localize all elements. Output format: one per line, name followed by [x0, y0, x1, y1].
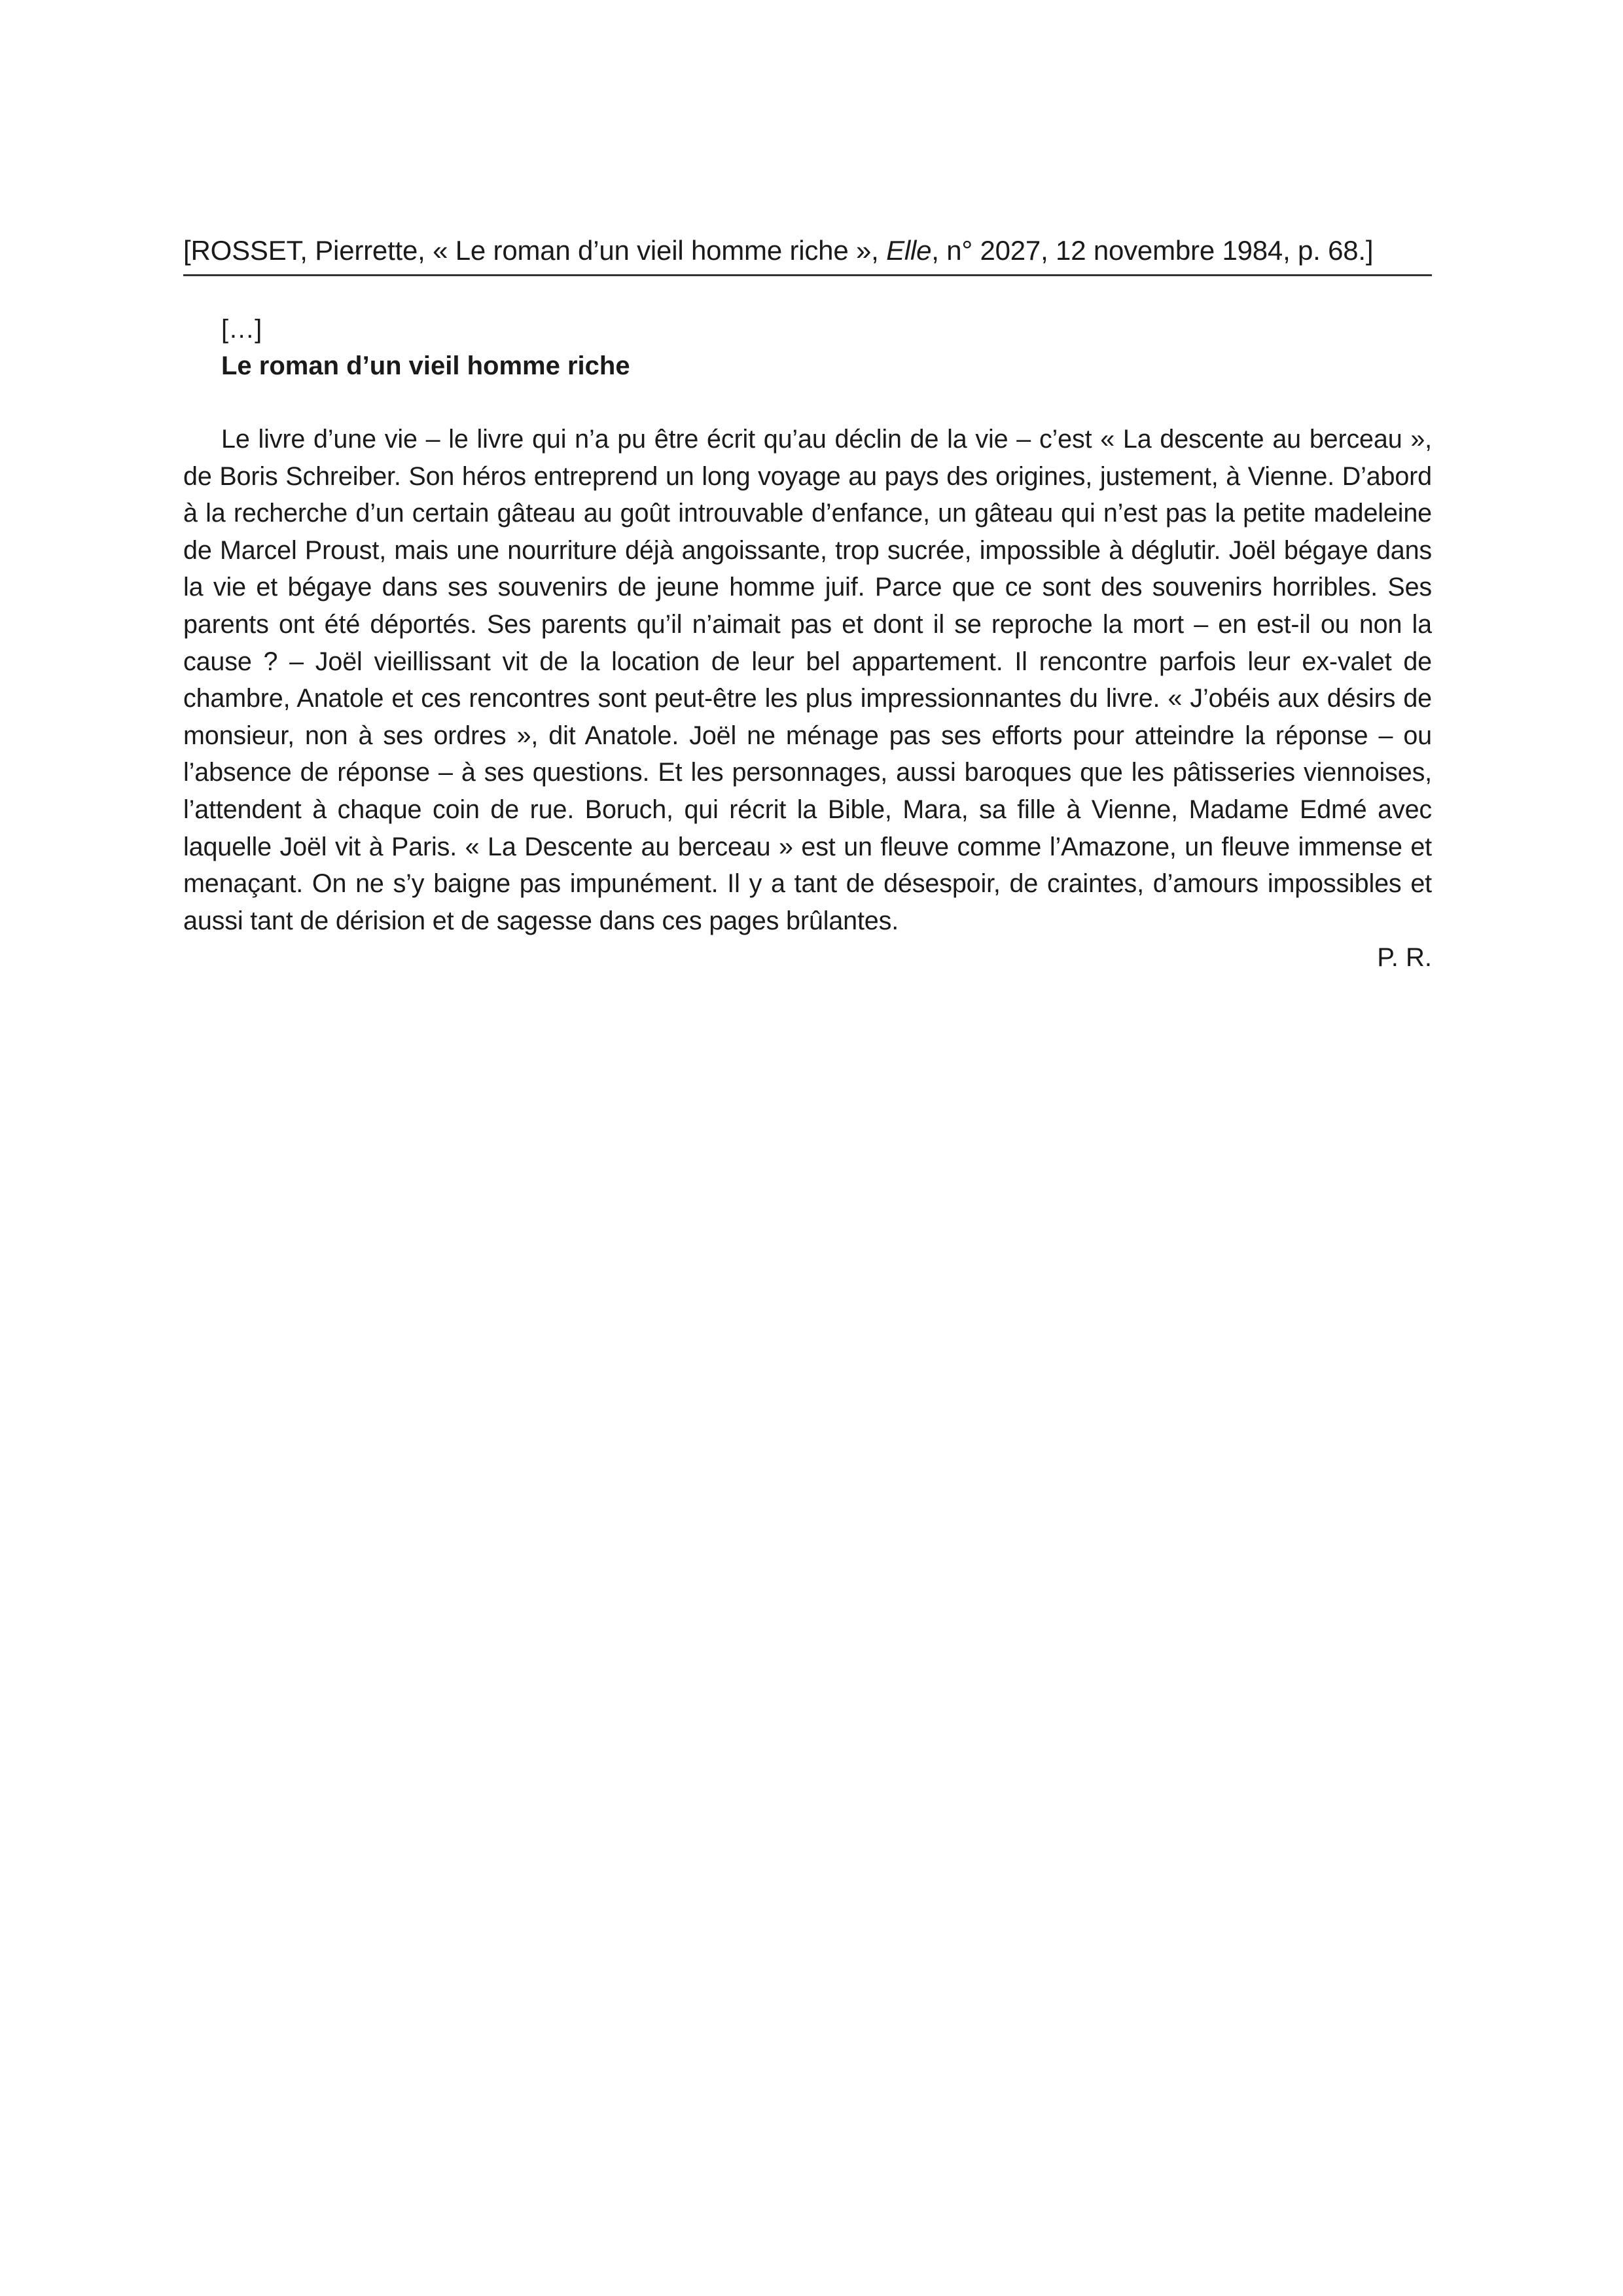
- citation-suffix: , n° 2027, 12 novembre 1984, p. 68.]: [931, 235, 1374, 266]
- author-initials: P. R.: [1377, 943, 1432, 973]
- citation-header: [183, 232, 1432, 276]
- article: [183, 311, 1432, 976]
- bibliographic-citation: [183, 232, 1432, 269]
- article-body: Le livre d’une vie – le livre qui n’a pu être écrit qu’au déclin de la vie – c’est « La descente au berceau », de Boris Schreiber. Son héros entreprend un long voyage au pays des origines, justement, à Vienne. D’abord à la recherche d’un certain gâteau au goût introuvable d’enfance, un gâteau qui n’est pas la petite madeleine de Marcel Proust, mais une nourriture déjà angoissante, trop sucrée, impossible à déglutir. Joël bégaye dans la vie et bégaye dans ses souvenirs de jeune homme juif. Parce que ce sont des souvenirs horribles. Ses parents ont été déportés. Ses parents qu’il n’aimait pas et dont il se reproche la mort – en est-il ou non la cause ? – Joël vieillissant vit de la location de leur bel appartement. Il rencontre parfois leur ex-valet de chambre, Anatole et ces rencontres sont peut-être les plus impressionnantes du livre. « J’obéis aux désirs de monsieur, non à ses ordres », dit Anatole. Joël ne ménage pas ses efforts pour atteindre la réponse – ou l’absence de réponse – à ses questions. Et les personnages, aussi baroques que les pâtisseries viennoises, l’attendent à chaque coin de rue. Boruch, qui récrit la Bible, Mara, sa fille à Vienne, Madame Edmé avec laquelle Joël vit à Paris. « La Descente au berceau » est un fleuve comme l’Amazone, un fleuve immense et menaçant. On ne s’y baigne pas impunément. Il y a tant de désespoir, de craintes, d’amours impossibles et aussi tant de dérision et de sagesse dans ces pages brûlantes.: [183, 425, 1432, 935]
- article-headline: Le roman d’un vieil homme riche: [221, 351, 630, 380]
- citation-prefix: [ROSSET, Pierrette, « Le roman d’un vieil homme riche »,: [183, 235, 887, 266]
- magazine-title: Elle: [886, 235, 932, 266]
- omission-marker: […]: [221, 315, 262, 344]
